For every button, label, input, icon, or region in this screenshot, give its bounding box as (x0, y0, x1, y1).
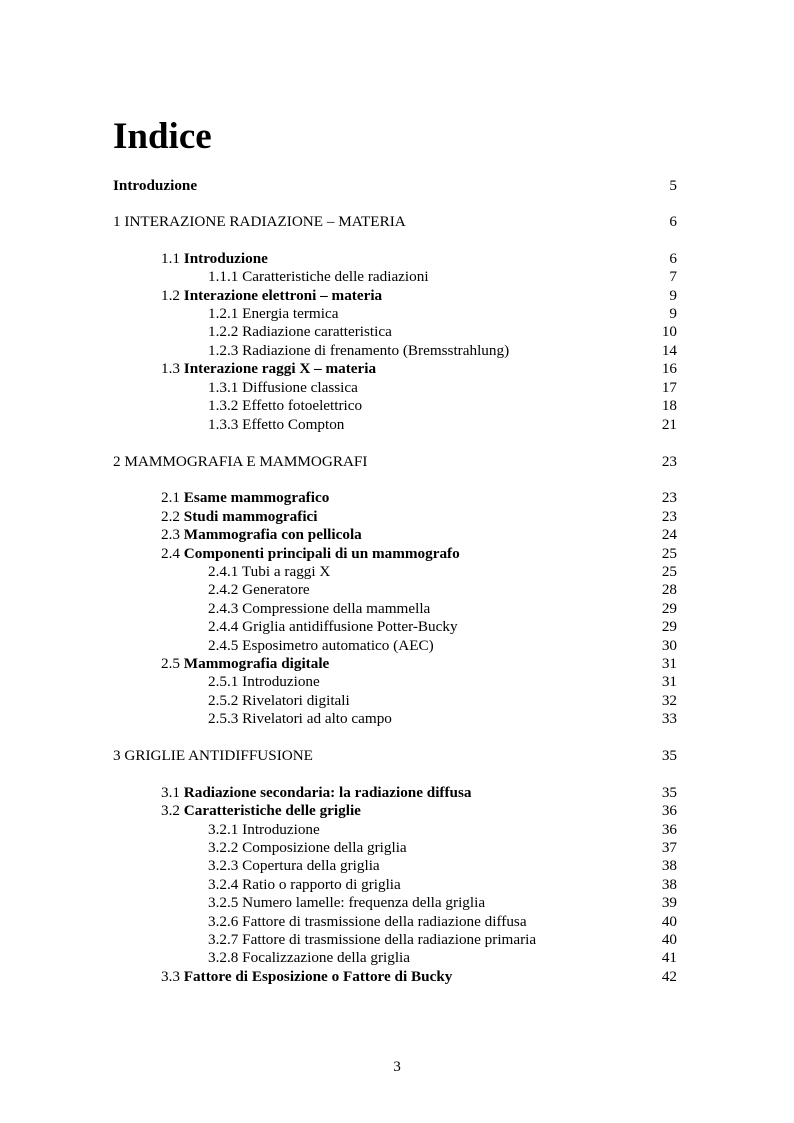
toc-entry-number: 2.4 (161, 545, 180, 562)
toc-entry-number: 1.2.1 (208, 305, 239, 322)
toc-entry-title: Effetto Compton (242, 416, 345, 433)
toc-subsection (208, 838, 677, 857)
toc-entry-number: 1.3 (161, 360, 180, 377)
page-number: 3 (393, 1058, 401, 1075)
toc-entry-number: 3.2.8 (208, 949, 239, 966)
toc-subsection (208, 672, 677, 691)
toc-section (161, 286, 677, 305)
toc-page-number: 32 (661, 692, 677, 709)
toc-page-number: 36 (661, 802, 677, 819)
toc-section (161, 967, 677, 986)
toc-section (161, 359, 677, 378)
toc-subsection (208, 599, 677, 618)
toc-page-number: 29 (661, 618, 677, 635)
toc-entry-number: 1.2.2 (208, 323, 239, 340)
toc-page-number: 10 (661, 323, 677, 340)
toc-entry-title: Ratio o rapporto di griglia (242, 876, 401, 893)
toc-entry-number: 1.1.1 (208, 268, 239, 285)
toc-entry-number: 2 (113, 453, 121, 470)
toc-page-number: 23 (661, 489, 677, 506)
toc-entry-number: 1.3.3 (208, 416, 239, 433)
toc-subsection (208, 562, 677, 581)
toc-entry-number: 2.4.4 (208, 618, 239, 635)
toc-page-number: 31 (661, 655, 677, 672)
toc-section (161, 525, 677, 544)
toc-page-number: 40 (661, 931, 677, 948)
toc-entry-title: GRIGLIE ANTIDIFFUSIONE (124, 747, 313, 764)
toc-page-number: 17 (661, 379, 677, 396)
toc-entry-number: 2.5 (161, 655, 180, 672)
toc-entry-number: 3.2.3 (208, 857, 239, 874)
toc-entry-title: Esame mammografico (183, 489, 330, 506)
toc-page-number: 21 (661, 416, 677, 433)
toc-page-number: 9 (669, 305, 677, 322)
toc-entry-number: 1 (113, 213, 121, 230)
toc-entry-title: Studi mammografici (183, 508, 318, 525)
toc-entry-title: Caratteristiche delle radiazioni (242, 268, 429, 285)
toc-page-number: 30 (661, 637, 677, 654)
toc-entry-title: Esposimetro automatico (AEC) (242, 637, 434, 654)
toc-entry-title: Griglia antidiffusione Potter-Bucky (242, 618, 458, 635)
toc-page-number: 5 (669, 177, 677, 194)
toc-page-number: 25 (661, 563, 677, 580)
toc-page-number: 9 (669, 287, 677, 304)
toc-subsection (208, 580, 677, 599)
toc-entry-title: Interazione raggi X – materia (183, 360, 377, 377)
toc-page-number: 6 (669, 213, 677, 230)
toc-entry-title: Introduzione (183, 250, 268, 267)
toc-chapter (113, 746, 677, 765)
toc-page-number: 16 (661, 360, 677, 377)
toc-page-number: 18 (661, 397, 677, 414)
toc-entry-title: Effetto fotoelettrico (242, 397, 363, 414)
toc-subsection (208, 396, 677, 415)
toc-entry-title: INTERAZIONE RADIAZIONE – MATERIA (124, 213, 406, 230)
toc-page-number: 41 (661, 949, 677, 966)
toc-entry-number: 2.4.3 (208, 600, 239, 617)
toc-subsection (208, 304, 677, 323)
toc-entry-title: Numero lamelle: frequenza della griglia (242, 894, 486, 911)
toc-entry-title: Fattore di trasmissione della radiazione primaria (242, 931, 537, 948)
toc-section (161, 507, 677, 526)
toc-page-number: 35 (661, 747, 677, 764)
toc-page-number: 38 (661, 857, 677, 874)
toc-entry-title: Introduzione (113, 177, 198, 194)
toc-entry-title: Rivelatori digitali (242, 692, 350, 709)
toc-section (161, 783, 677, 802)
toc-entry-number: 3.2.6 (208, 913, 239, 930)
toc-page-number: 39 (661, 894, 677, 911)
toc-subsection (208, 267, 677, 286)
toc-page-number: 36 (661, 821, 677, 838)
toc-subsection (208, 709, 677, 728)
toc-entry-title: Introduzione (242, 821, 320, 838)
toc-entry-title: Composizione della griglia (242, 839, 407, 856)
toc-subsection (208, 341, 677, 360)
toc-entry-number: 3.2.7 (208, 931, 239, 948)
toc-chapter (113, 212, 677, 231)
toc-subsection (208, 930, 677, 949)
toc-entry-number: 2.5.1 (208, 673, 239, 690)
toc-page-number: 23 (661, 453, 677, 470)
toc-subsection (208, 636, 677, 655)
toc-page-number: 35 (661, 784, 677, 801)
toc-page-number: 33 (661, 710, 677, 727)
page-title: Indice (113, 116, 212, 157)
toc-entry-title: Generatore (242, 581, 310, 598)
toc-entry-number: 2.5.3 (208, 710, 239, 727)
toc-entry-number: 3.2.1 (208, 821, 239, 838)
toc-page-number: 38 (661, 876, 677, 893)
toc-entry-number: 3.2.2 (208, 839, 239, 856)
toc-page-number: 6 (669, 250, 677, 267)
toc-entry-number: 1.3.2 (208, 397, 239, 414)
toc-entry-title: Fattore di trasmissione della radiazione diffusa (242, 913, 527, 930)
toc-entry-title: Componenti principali di un mammografo (183, 545, 460, 562)
toc-entry-number: 1.1 (161, 250, 180, 267)
toc-entry-title: Interazione elettroni – materia (183, 287, 383, 304)
toc-entry-number: 2.5.2 (208, 692, 239, 709)
toc-entry-title: Mammografia con pellicola (183, 526, 362, 543)
toc-entry-title: Diffusione classica (242, 379, 358, 396)
toc-subsection (208, 875, 677, 894)
toc-entry-number: 2.3 (161, 526, 180, 543)
toc-page-number: 40 (661, 913, 677, 930)
toc-entry-title: Radiazione caratteristica (242, 323, 392, 340)
toc-entry-title: Compressione della mammella (242, 600, 431, 617)
toc-entry-number: 1.2 (161, 287, 180, 304)
toc-page-number: 14 (661, 342, 677, 359)
toc-entry-number: 2.1 (161, 489, 180, 506)
toc-page-number: 7 (669, 268, 677, 285)
toc-page-number: 25 (661, 545, 677, 562)
toc-entry-number: 2.4.1 (208, 563, 239, 580)
toc-subsection (208, 415, 677, 434)
toc-subsection (208, 322, 677, 341)
toc-entry-title: Mammografia digitale (183, 655, 330, 672)
toc-subsection (208, 912, 677, 931)
toc-entry-number: 1.2.3 (208, 342, 239, 359)
toc-subsection (208, 820, 677, 839)
toc-entry-number: 3.3 (161, 968, 180, 985)
toc-entry-number: 3.2.4 (208, 876, 239, 893)
toc-page-number: 29 (661, 600, 677, 617)
toc-subsection (208, 893, 677, 912)
toc-entry-title: MAMMOGRAFIA E MAMMOGRAFI (124, 453, 368, 470)
toc-subsection (208, 691, 677, 710)
toc-entry-number: 3 (113, 747, 121, 764)
toc-entry-title: Energia termica (242, 305, 339, 322)
toc-page-number: 42 (661, 968, 677, 985)
toc-subsection (208, 856, 677, 875)
toc-page-number: 28 (661, 581, 677, 598)
toc-chapter (113, 452, 677, 471)
toc-subsection (208, 378, 677, 397)
toc-section (161, 544, 677, 563)
toc-subsection (208, 948, 677, 967)
toc-entry-title: Tubi a raggi X (241, 563, 331, 580)
toc-entry-title: Focalizzazione della griglia (242, 949, 410, 966)
toc-entry-number: 2.2 (161, 508, 180, 525)
toc-section (161, 801, 677, 820)
toc-entry-number: 3.2.5 (208, 894, 239, 911)
toc-page-number: 23 (661, 508, 677, 525)
toc-page-number: 24 (661, 526, 677, 543)
toc-entry-title: Introduzione (242, 673, 320, 690)
toc-entry-number: 3.1 (161, 784, 180, 801)
toc-entry-number: 1.3.1 (208, 379, 239, 396)
toc-entry-title: Fattore di Esposizione o Fattore di Bucky (183, 968, 453, 985)
toc-entry-number: 2.4.5 (208, 637, 239, 654)
toc-entry (113, 176, 677, 195)
toc-entry-title: Copertura della griglia (242, 857, 380, 874)
toc-page-number: 37 (661, 839, 677, 856)
toc-section (161, 249, 677, 268)
toc-section (161, 488, 677, 507)
toc-section (161, 654, 677, 673)
toc-entry-number: 2.4.2 (208, 581, 239, 598)
toc-entry-title: Caratteristiche delle griglie (183, 802, 361, 819)
toc-subsection (208, 617, 677, 636)
toc-entry-title: Radiazione secondaria: la radiazione diffusa (183, 784, 472, 801)
toc-page-number: 31 (661, 673, 677, 690)
toc-entry-number: 3.2 (161, 802, 180, 819)
toc-entry-title: Rivelatori ad alto campo (242, 710, 392, 727)
toc-entry-title: Radiazione di frenamento (Bremsstrahlung) (242, 342, 510, 359)
